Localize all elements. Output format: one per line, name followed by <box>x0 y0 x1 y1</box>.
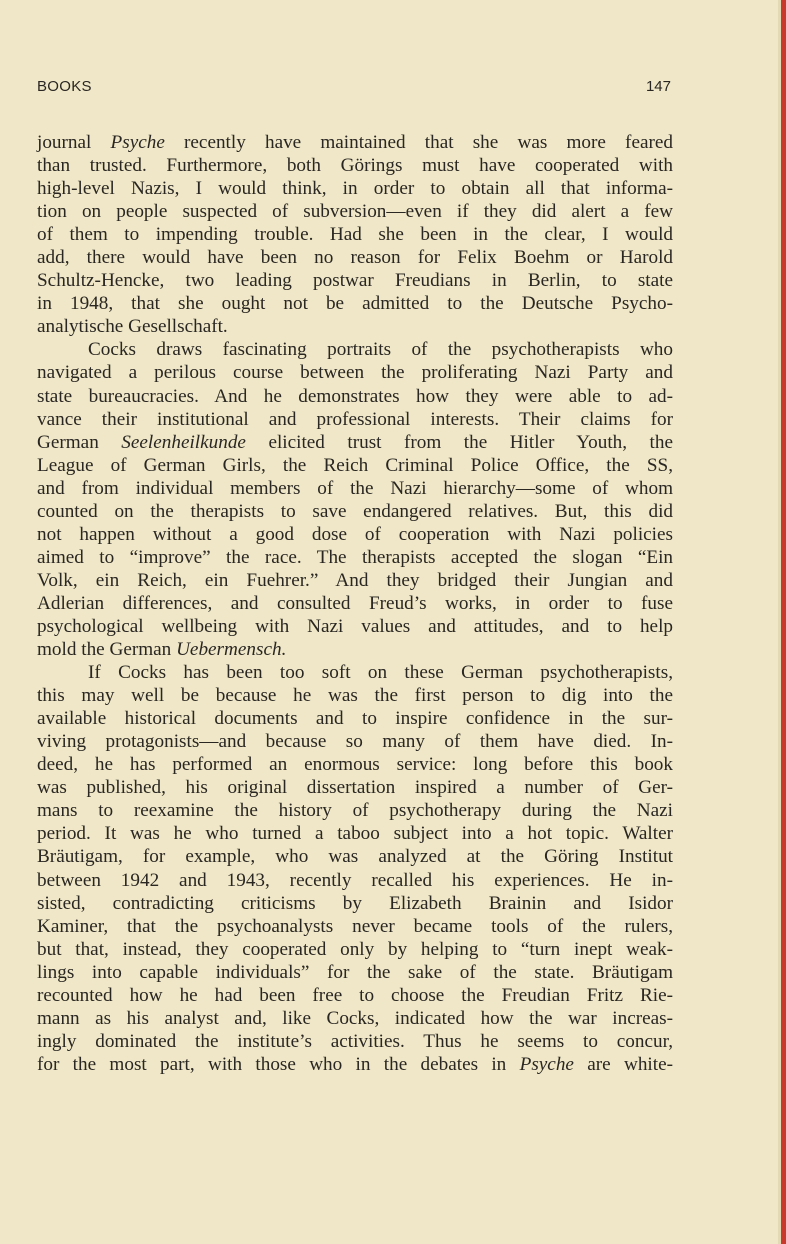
text-run: in 1948, that she ought not be admitted to the Deutsche Psycho- <box>37 293 673 315</box>
italic-text: Seelenheilkunde <box>121 431 246 453</box>
text-line <box>37 799 673 822</box>
text-run: counted on the therapists to save endangered relatives. But, this did <box>37 500 673 522</box>
text-line <box>37 1030 673 1053</box>
text-line <box>37 223 673 246</box>
text-line <box>37 177 673 200</box>
text-run: navigated a perilous course between the proliferating Nazi Party and <box>37 362 673 384</box>
text-line <box>37 753 673 776</box>
text-run: recounted how he had been free to choose the Freudian Fritz Rie- <box>37 984 673 1006</box>
text-line <box>37 984 673 1007</box>
text-run: aimed to “improve” the race. The therapists accepted the slogan “Ein <box>37 546 673 568</box>
text-run: mann as his analyst and, like Cocks, indicated how the war increas- <box>37 1007 673 1029</box>
text-run: mans to reexamine the history of psychotherapy during the Nazi <box>37 800 673 822</box>
text-line <box>37 131 673 154</box>
text-line <box>37 477 673 500</box>
page-number: 147 <box>645 78 671 95</box>
text-run: tion on people suspected of subversion—even if they did alert a few <box>37 201 673 223</box>
text-line <box>37 961 673 984</box>
text-run: this may well be because he was the first person to dig into the <box>37 685 673 707</box>
text-run: not happen without a good dose of cooperation with Nazi policies <box>37 523 673 545</box>
text-run: recently have maintained that she was more feared <box>164 132 673 153</box>
text-run: Schultz-Hencke, two leading postwar Freudians in Berlin, to state <box>37 270 673 292</box>
text-line <box>37 154 673 177</box>
text-line <box>37 1007 673 1030</box>
text-line <box>37 315 673 338</box>
text-line <box>37 269 673 292</box>
text-run: between 1942 and 1943, recently recalled his experiences. He in- <box>37 869 673 891</box>
text-run: than trusted. Furthermore, both Görings must have cooperated with <box>37 155 673 177</box>
text-run: sisted, contradicting criticisms by Elizabeth Brainin and Isidor <box>37 892 673 914</box>
text-line <box>37 431 673 454</box>
text-line <box>37 915 673 938</box>
text-line <box>37 408 673 431</box>
text-run: Bräutigam, for example, who was analyzed at the Göring Institut <box>37 846 673 868</box>
text-run: available historical documents and to inspire confidence in the sur- <box>37 708 673 730</box>
text-line <box>37 500 673 523</box>
italic-text: Uebermensch. <box>176 639 287 661</box>
text-run: period. It was he who turned a taboo subject into a hot topic. Walter <box>37 823 673 845</box>
text-line <box>37 454 673 477</box>
text-line <box>37 684 673 707</box>
text-run: elicited trust from the Hitler Youth, the <box>245 431 673 453</box>
text-run: lings into capable individuals” for the sake of the state. Bräutigam <box>37 961 673 983</box>
text-line <box>37 776 673 799</box>
text-run: Volk, ein Reich, ein Fuehrer.” And they bridged their Jungian and <box>37 569 673 591</box>
text-run: but that, instead, they cooperated only by helping to “turn inept weak- <box>37 938 673 960</box>
text-run: was published, his original dissertation inspired a number of Ger- <box>37 777 673 799</box>
page-edge-red <box>781 0 786 1244</box>
paragraph <box>37 338 673 661</box>
text-run: vance their institutional and professional interests. Their claims for <box>37 408 673 430</box>
text-run: journal <box>37 132 111 153</box>
text-run: If Cocks has been too soft on these German psychotherapists, <box>88 662 673 684</box>
text-run: Kaminer, that the psychoanalysts never became tools of the rulers, <box>37 915 673 937</box>
text-run: Cocks draws fascinating portraits of the psychotherapists who <box>88 339 673 361</box>
text-run: state bureaucracies. And he demonstrates how they were able to ad- <box>37 385 673 407</box>
text-line <box>37 822 673 845</box>
text-line <box>37 592 673 615</box>
text-line <box>37 845 673 868</box>
text-line <box>37 892 673 915</box>
text-line <box>37 385 673 408</box>
text-run: add, there would have been no reason for Felix Boehm or Harold <box>37 247 673 269</box>
running-head <box>37 78 671 98</box>
text-line <box>37 361 673 384</box>
text-run: League of German Girls, the Reich Criminal Police Office, the SS, <box>37 454 673 476</box>
text-line <box>37 938 673 961</box>
text-line <box>37 523 673 546</box>
text-run: deed, he has performed an enormous service: long before this book <box>37 754 673 776</box>
text-line <box>37 1053 673 1076</box>
text-line <box>37 638 673 661</box>
text-run: German <box>37 431 122 453</box>
text-line <box>37 292 673 315</box>
text-line <box>37 661 673 684</box>
italic-text: Psyche <box>110 132 165 153</box>
text-run: Adlerian differences, and consulted Freud’s works, in order to fuse <box>37 592 673 614</box>
text-line <box>37 246 673 269</box>
running-title: BOOKS <box>37 78 92 95</box>
text-line <box>37 338 673 361</box>
text-run: are white- <box>573 1053 673 1075</box>
text-line <box>37 200 673 223</box>
italic-text: Psyche <box>519 1053 574 1075</box>
paragraph <box>37 661 673 1076</box>
text-line <box>37 546 673 569</box>
text-line <box>37 615 673 638</box>
text-run: and from individual members of the Nazi hierarchy—some of whom <box>37 477 673 499</box>
text-line <box>37 730 673 753</box>
body-text <box>37 131 673 1076</box>
text-run: for the most part, with those who in the debates in <box>37 1053 520 1075</box>
text-run: analytische Gesellschaft. <box>37 316 228 338</box>
text-run: ingly dominated the institute’s activities. Thus he seems to concur, <box>37 1030 673 1052</box>
text-run: mold the German <box>37 639 177 661</box>
paragraph <box>37 131 673 338</box>
text-line <box>37 869 673 892</box>
text-line <box>37 707 673 730</box>
text-run: high-level Nazis, I would think, in order to obtain all that informa- <box>37 178 673 200</box>
text-line <box>37 569 673 592</box>
text-run: psychological wellbeing with Nazi values and attitudes, and to help <box>37 615 673 637</box>
text-run: viving protagonists—and because so many of them have died. In- <box>37 731 673 753</box>
text-run: of them to impending trouble. Had she been in the clear, I would <box>37 224 673 246</box>
